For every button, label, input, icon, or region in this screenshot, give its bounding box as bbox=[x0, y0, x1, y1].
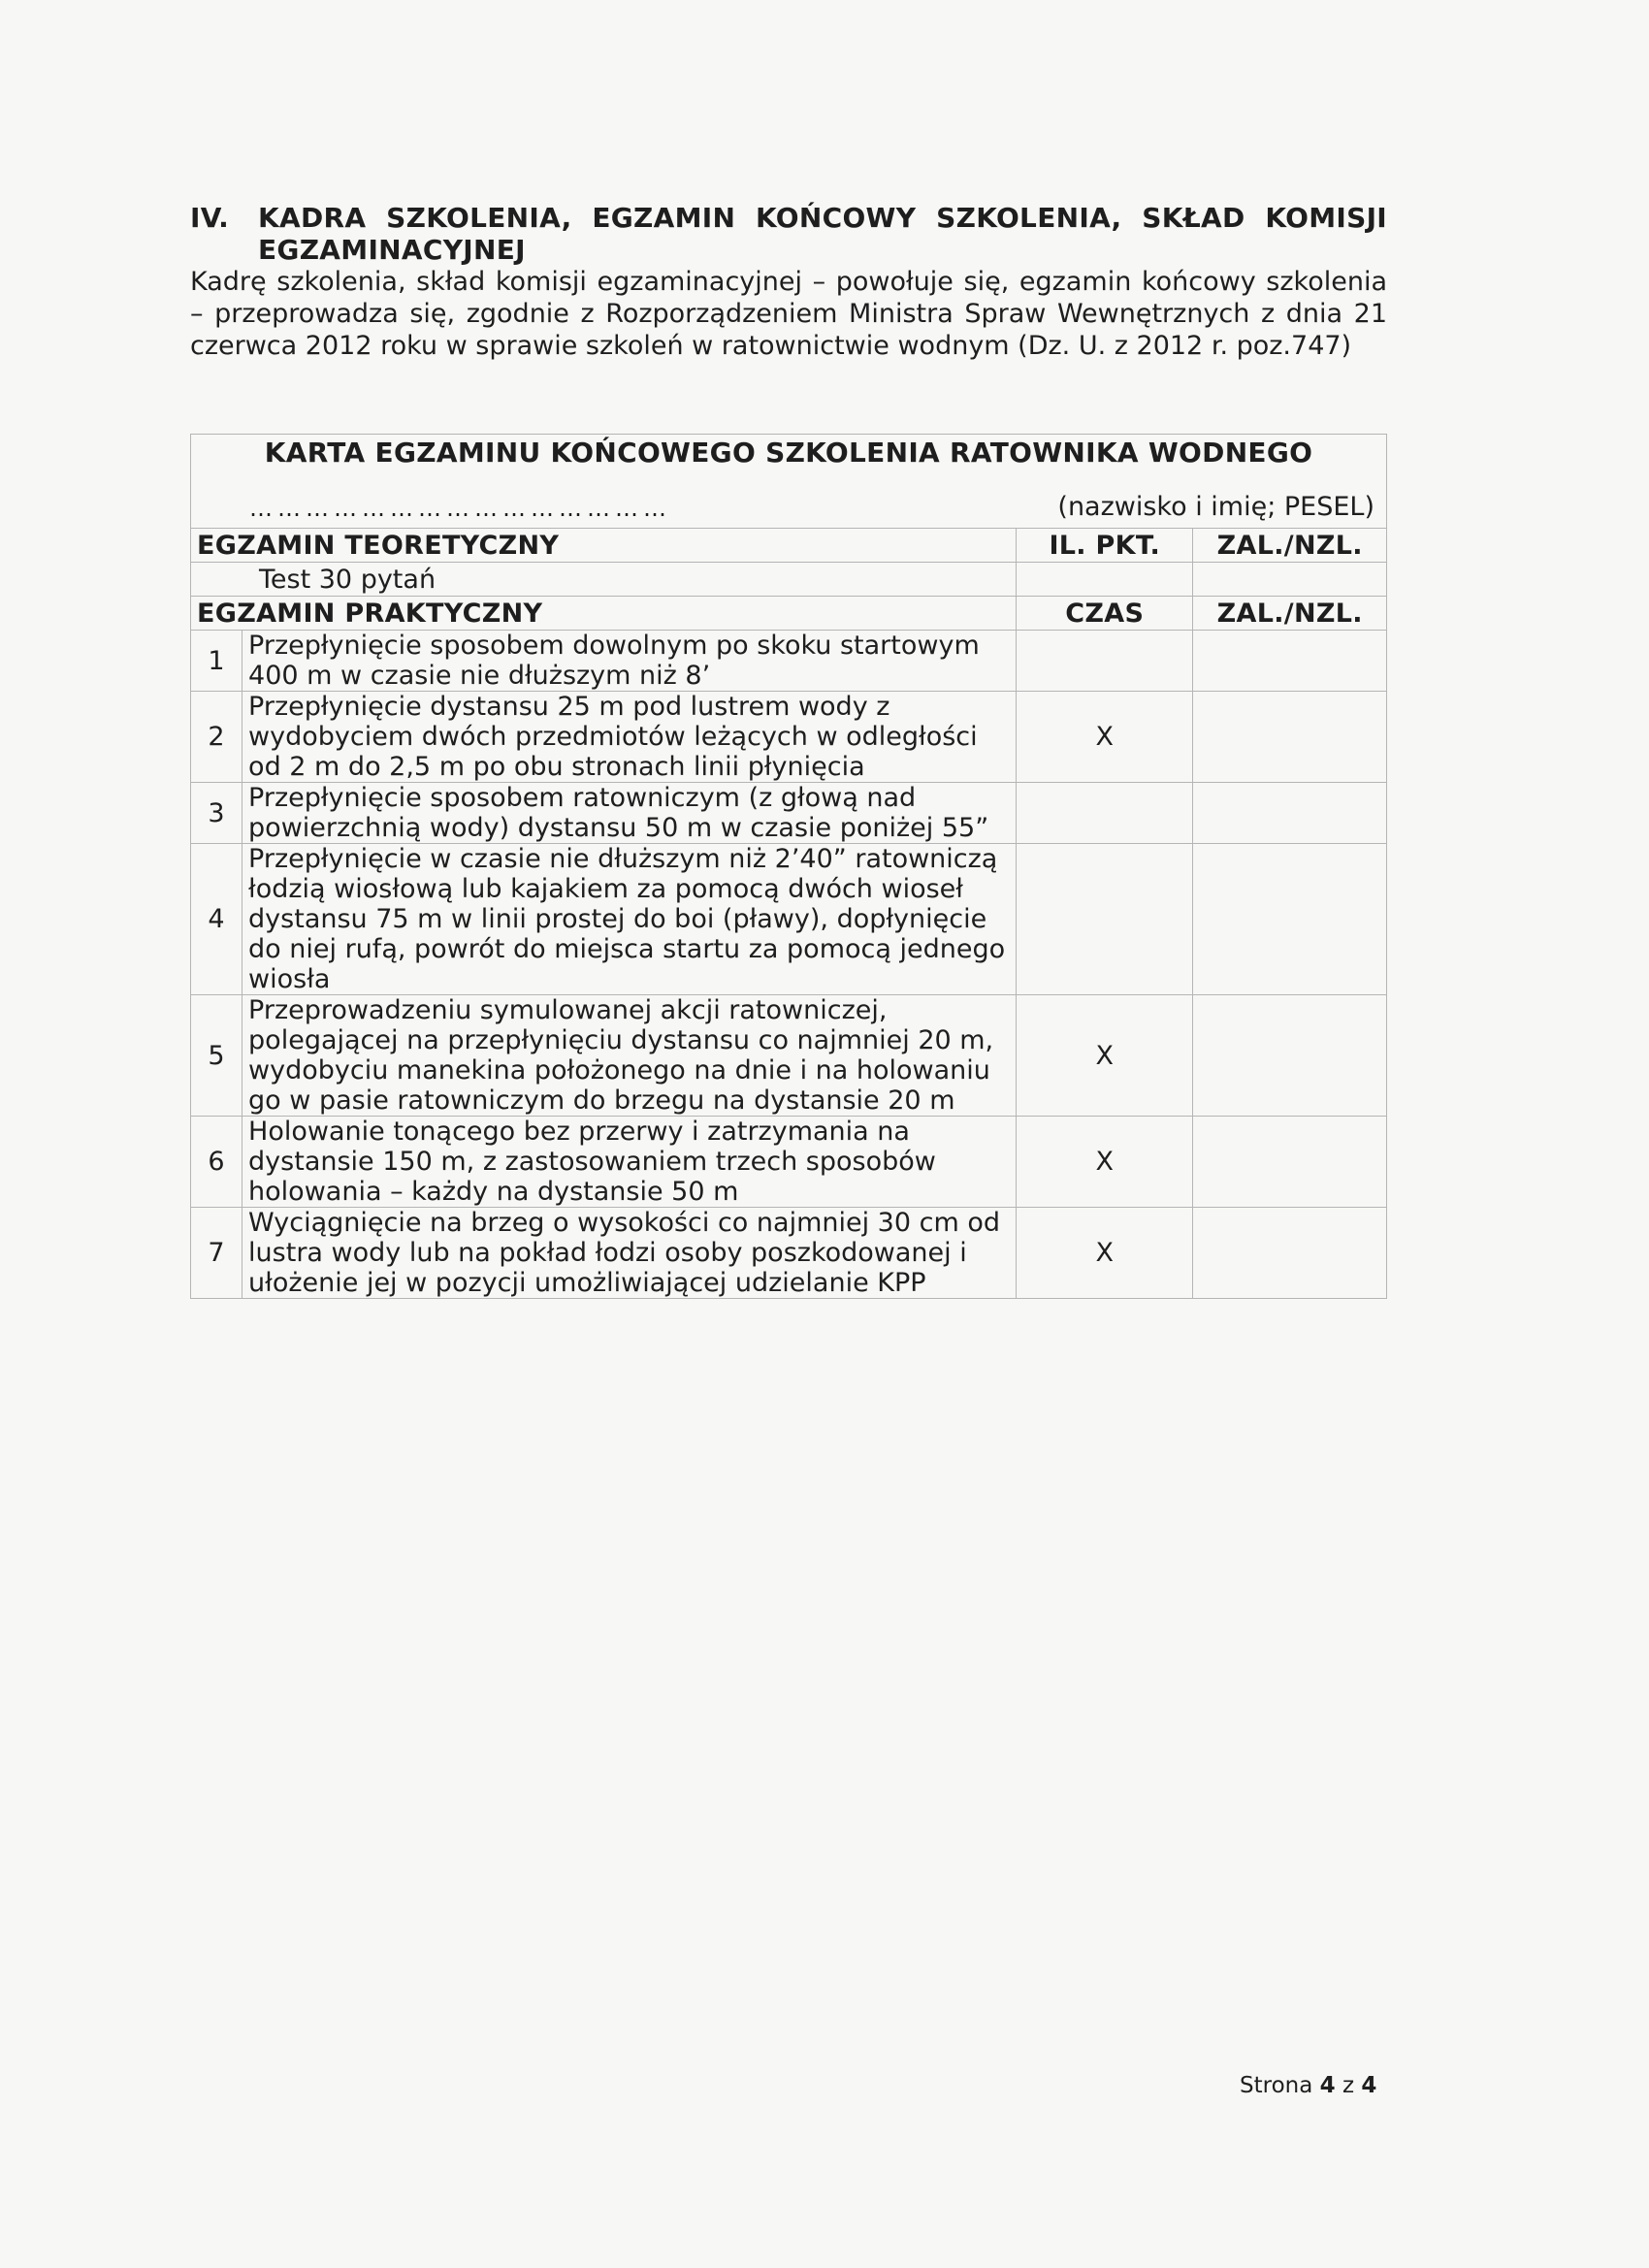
section-paragraph: Kadrę szkolenia, skład komisji egzaminacyjnej – powołuje się, egzamin końcowy szkolenia – przeprowadza się, zgodnie z Rozporządzeniem Ministra Spraw Wewnętrznych z dnia 21 czerwca 2012 roku w sprawie szkoleń w ratownictwie wodnym (Dz. U. z 2012 r. poz.747) bbox=[190, 267, 1387, 361]
task-row bbox=[191, 1208, 1387, 1299]
theory-header-row bbox=[191, 529, 1387, 563]
task-row bbox=[191, 1117, 1387, 1208]
task-number: 6 bbox=[191, 1117, 242, 1208]
practical-header-row bbox=[191, 597, 1387, 631]
theory-result-cell bbox=[1193, 563, 1387, 597]
section-iv bbox=[190, 202, 1387, 388]
task-result-cell bbox=[1193, 692, 1387, 783]
candidate-row bbox=[191, 470, 1387, 529]
task-number: 5 bbox=[191, 995, 242, 1117]
practical-header: EGZAMIN PRAKTYCZNY bbox=[191, 597, 1017, 631]
task-result-cell bbox=[1193, 1208, 1387, 1299]
task-row bbox=[191, 844, 1387, 995]
task-time-cell bbox=[1016, 783, 1193, 844]
task-description: Przepłynięcie sposobem ratowniczym (z głową nad powierzchnią wody) dystansu 50 m w czasie poniżej 55” bbox=[242, 783, 1017, 844]
task-time-cell bbox=[1016, 844, 1193, 995]
task-number: 4 bbox=[191, 844, 242, 995]
task-row bbox=[191, 631, 1387, 692]
task-number: 1 bbox=[191, 631, 242, 692]
task-description: Przepłynięcie sposobem dowolnym po skoku startowym 400 m w czasie nie dłuższym niż 8’ bbox=[242, 631, 1017, 692]
task-number: 7 bbox=[191, 1208, 242, 1299]
section-title: KADRA SZKOLENIA, EGZAMIN KOŃCOWY SZKOLENIA, SKŁAD KOMISJI EGZAMINACYJNEJ bbox=[258, 202, 1387, 266]
task-description: Przeprowadzeniu symulowanej akcji ratowniczej, polegającej na przepłynięciu dystansu co najmniej 20 m, wydobyciu manekina położonego na dnie i na holowaniu go w pasie ratowniczym do brzegu na dystansie 20 m bbox=[242, 995, 1017, 1117]
theory-points-cell bbox=[1016, 563, 1193, 597]
task-description: Holowanie tonącego bez przerwy i zatrzymania na dystansie 150 m, z zastosowaniem trzech sposobów holowania – każdy na dystansie 50 m bbox=[242, 1117, 1017, 1208]
page-footer bbox=[1240, 2073, 1376, 2098]
task-result-cell bbox=[1193, 783, 1387, 844]
task-time-cell bbox=[1016, 631, 1193, 692]
section-heading bbox=[190, 202, 1387, 266]
footer-sep: z bbox=[1342, 2073, 1355, 2098]
footer-page: 4 bbox=[1319, 2073, 1336, 2098]
task-result-cell bbox=[1193, 844, 1387, 995]
task-row bbox=[191, 783, 1387, 844]
task-time-cell: X bbox=[1016, 1117, 1193, 1208]
card-title-row bbox=[191, 435, 1387, 470]
task-result-cell bbox=[1193, 995, 1387, 1117]
exam-card-table bbox=[190, 434, 1387, 1299]
theory-header: EGZAMIN TEORETYCZNY bbox=[191, 529, 1017, 563]
footer-prefix: Strona bbox=[1240, 2073, 1313, 2098]
card-title: KARTA EGZAMINU KOŃCOWEGO SZKOLENIA RATOWNIKA WODNEGO bbox=[191, 435, 1387, 470]
candidate-dots: ……………………………………… bbox=[249, 495, 671, 522]
theory-test: Test 30 pytań bbox=[191, 563, 1017, 597]
task-row bbox=[191, 692, 1387, 783]
theory-test-row bbox=[191, 563, 1387, 597]
task-row bbox=[191, 995, 1387, 1117]
candidate-label: (nazwisko i imię; PESEL) bbox=[1057, 492, 1374, 522]
task-number: 3 bbox=[191, 783, 242, 844]
footer-total: 4 bbox=[1361, 2073, 1377, 2098]
theory-points-header: IL. PKT. bbox=[1016, 529, 1193, 563]
practical-result-header: ZAL./NZL. bbox=[1193, 597, 1387, 631]
candidate-field bbox=[191, 470, 1387, 529]
task-time-cell: X bbox=[1016, 692, 1193, 783]
task-result-cell bbox=[1193, 631, 1387, 692]
section-number: IV. bbox=[190, 202, 230, 234]
task-time-cell: X bbox=[1016, 1208, 1193, 1299]
task-description: Przepłynięcie dystansu 25 m pod lustrem wody z wydobyciem dwóch przedmiotów leżących w odległości od 2 m do 2,5 m po obu stronach linii płynięcia bbox=[242, 692, 1017, 783]
task-number: 2 bbox=[191, 692, 242, 783]
task-time-cell: X bbox=[1016, 995, 1193, 1117]
practical-time-header: CZAS bbox=[1016, 597, 1193, 631]
task-result-cell bbox=[1193, 1117, 1387, 1208]
task-description: Przepłynięcie w czasie nie dłuższym niż 2’40” ratowniczą łodzią wiosłową lub kajakiem za pomocą dwóch wioseł dystansu 75 m w linii prostej do boi (pławy), dopłynięcie do niej rufą, powrót do miejsca startu za pomocą jednego wiosła bbox=[242, 844, 1017, 995]
task-description: Wyciągnięcie na brzeg o wysokości co najmniej 30 cm od lustra wody lub na pokład łodzi osoby poszkodowanej i ułożenie jej w pozycji umożliwiającej udzielanie KPP bbox=[242, 1208, 1017, 1299]
theory-result-header: ZAL./NZL. bbox=[1193, 529, 1387, 563]
